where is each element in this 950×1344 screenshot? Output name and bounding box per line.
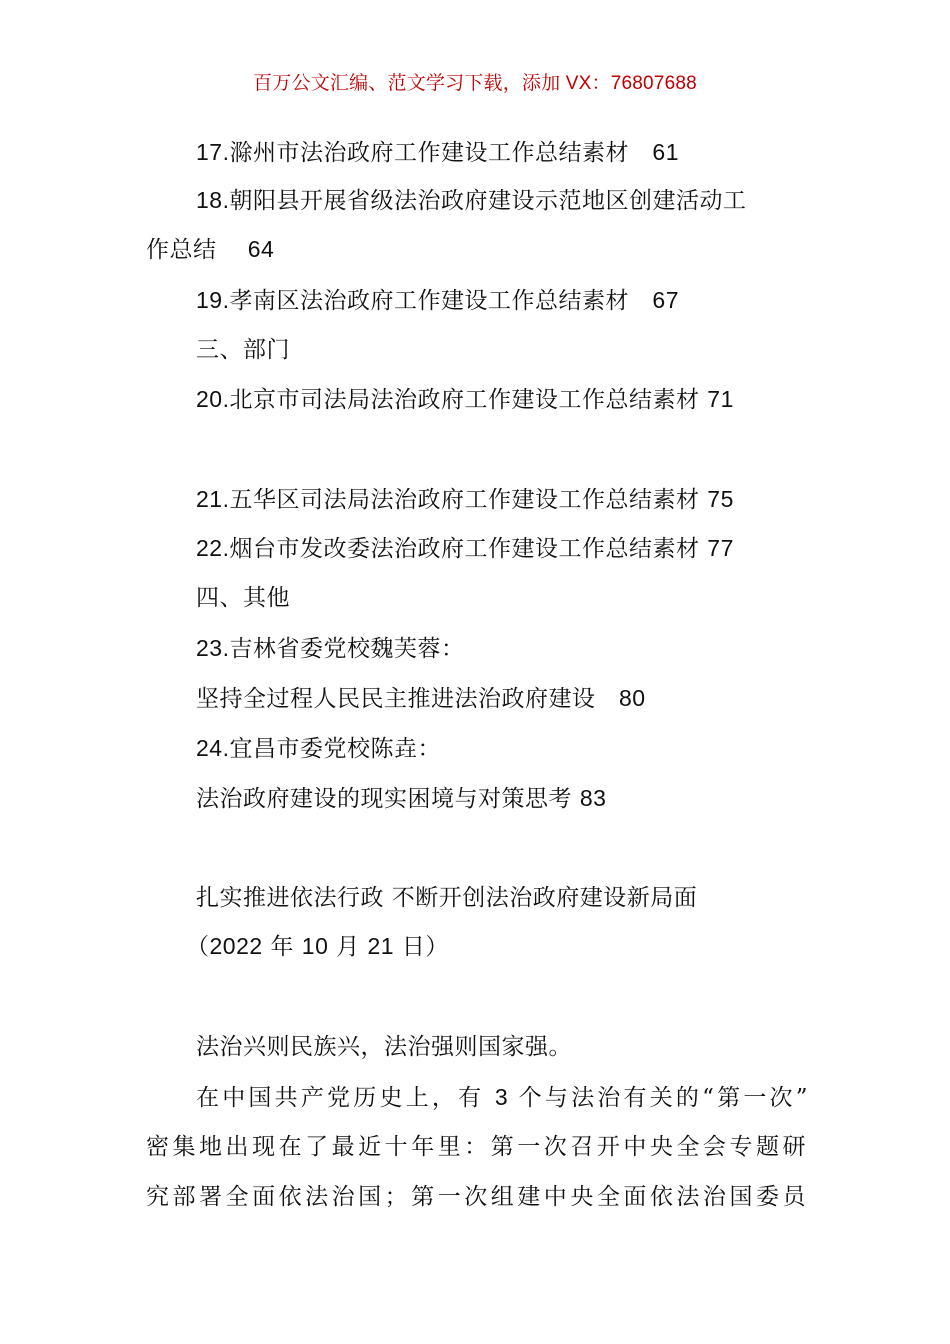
date-year-number: 2022 (209, 933, 263, 959)
toc-title: 烟台市发改委法治政府工作建设工作总结素材 (229, 536, 700, 562)
toc-page: 83 (579, 785, 607, 811)
date-day-label: 日） (394, 934, 449, 960)
date-month-number: 10 (301, 933, 329, 959)
toc-page: 77 (707, 535, 734, 561)
article-paragraph-2-line-3: 究部署全面依法治国；第一次组建中央全面依法治国委员 (146, 1184, 806, 1210)
toc-page: 61 (652, 139, 680, 165)
toc-entry-18-continued (146, 234, 274, 265)
toc-page: 75 (707, 486, 734, 512)
toc-entry-23 (196, 633, 464, 664)
toc-entry-22 (196, 533, 734, 564)
date-month-label: 月 (328, 934, 368, 960)
toc-entry-21 (196, 484, 734, 515)
toc-subtitle: 法治政府建设的现实困境与对策思考 (196, 786, 572, 812)
toc-title: 五华区司法局法治政府工作建设工作总结素材 (229, 487, 700, 513)
toc-number: 23. (196, 635, 230, 661)
article-title: 扎实推进依法行政 不断开创法治政府建设新局面 (196, 885, 698, 911)
toc-entry-20 (196, 384, 734, 415)
toc-title: 孝南区法治政府工作建设工作总结素材 (229, 288, 629, 314)
article-paragraph-1: 法治兴则民族兴，法治强则国家强。 (196, 1034, 572, 1060)
toc-title: 宜昌市委党校陈垚： (229, 736, 441, 762)
toc-title: 作总结 (146, 237, 217, 263)
toc-number: 18. (196, 187, 230, 213)
paragraph-number: 3 (494, 1084, 509, 1110)
toc-number: 19. (196, 287, 230, 313)
date-paren-open: （ (186, 934, 210, 960)
toc-page: 67 (652, 287, 680, 313)
toc-title: 朝阳县开展省级法治政府建设示范地区创建活动工 (229, 188, 747, 214)
date-year-label: 年 (262, 934, 302, 960)
toc-number: 22. (196, 535, 230, 561)
toc-page: 71 (707, 386, 734, 412)
toc-title: 北京市司法局法治政府工作建设工作总结素材 (229, 387, 700, 413)
paragraph-text: 在中国共产党历史上，有 (196, 1085, 495, 1111)
toc-number: 17. (196, 139, 230, 165)
toc-entry-18 (196, 185, 746, 216)
toc-subtitle: 坚持全过程人民民主推进法治政府建设 (196, 686, 596, 712)
toc-entry-23-subtitle (196, 683, 646, 714)
toc-page: 80 (618, 685, 646, 711)
toc-entry-17 (196, 137, 679, 168)
watermark-banner: 百万公文汇编、范文学习下载，添加 VX：76807688 (253, 73, 697, 94)
toc-title: 吉林省委党校魏芙蓉： (229, 636, 465, 662)
toc-number: 24. (196, 735, 230, 761)
toc-page: 64 (247, 236, 275, 262)
toc-entry-24 (196, 733, 441, 764)
toc-entry-24-subtitle (196, 783, 606, 814)
article-paragraph-2-line-1 (196, 1082, 808, 1113)
toc-number: 20. (196, 386, 230, 412)
toc-entry-19 (196, 285, 679, 316)
article-date (186, 931, 449, 962)
toc-section-heading: 四、其他 (196, 585, 290, 611)
toc-section-heading: 三、部门 (196, 337, 290, 363)
toc-number: 21. (196, 486, 230, 512)
paragraph-text: 个与法治有关的“第一次” (508, 1085, 808, 1111)
article-paragraph-2-line-2: 密集地出现在了最近十年里：第一次召开中央全会专题研 (146, 1134, 806, 1160)
date-day-number: 21 (367, 933, 395, 959)
toc-title: 滁州市法治政府工作建设工作总结素材 (229, 140, 629, 166)
